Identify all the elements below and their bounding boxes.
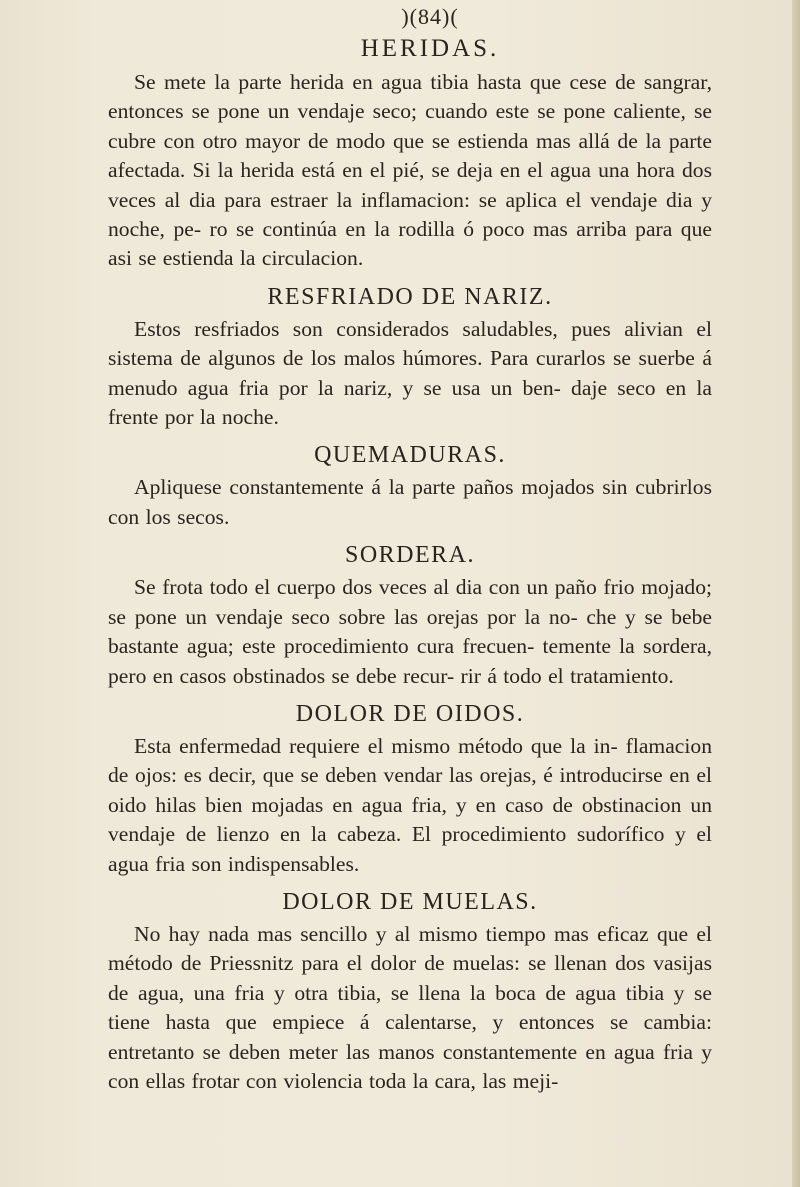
page-content (108, 2, 712, 1096)
heading-sordera: SORDERA. (344, 542, 476, 569)
page-edge (792, 0, 800, 1187)
heading-resfriado-de-nariz: RESFRIADO DE NARIZ. (267, 283, 553, 310)
chapter-title: HERIDAS. (360, 35, 500, 62)
paragraph-quemaduras: Apliquese constantemente á la parte paños mojados sin cubrirlos con los secos. (108, 475, 712, 529)
heading-quemaduras: QUEMADURAS. (314, 442, 506, 469)
heading-dolor-de-oidos: DOLOR DE OIDOS. (295, 700, 525, 727)
intro-paragraph: Se mete la parte herida en agua tibia hasta que cese de sangrar, entonces se pone un vendaje seco; cuando este se pone caliente, se cubre con otro mayor de modo que se estienda mas allá de la parte afectada. Si la herida está en el pié, se deja en el agua una hora dos veces al dia para estraer la inflamacion: se aplica el vendaje dia y noche, pe- ro se continúa en la rodilla ó poco mas arriba para que asi se estienda la circulacion. (108, 70, 712, 271)
paragraph-sordera: Se frota todo el cuerpo dos veces al dia con un paño frio mojado; se pone un vendaje seco sobre las orejas por la no- che y se bebe bastante agua; este procedimiento cura frecuen- temente la sordera, pero en casos obstinados se debe recur- rir á todo el tratamiento. (108, 575, 712, 688)
paragraph-resfriado-de-nariz: Estos resfriados son considerados saludables, pues alivian el sistema de algunos de los malos húmores. Para curarlos se suerbe á menudo agua fria por la nariz, y se usa un ben- daje seco en la frente por la noche. (108, 316, 712, 430)
page-number: )(84)( (401, 4, 459, 29)
heading-dolor-de-muelas: DOLOR DE MUELAS. (282, 888, 538, 915)
paragraph-dolor-de-oidos: Esta enfermedad requiere el mismo método que la in- flamacion de ojos: es decir, que se deben vendar las orejas, é introducirse en el oido hilas bien mojadas en agua fria, y en caso de obstinacion un vendaje de lienzo en la cabeza. El procedimiento sudorífico y el agua fria son indispensables. (108, 733, 712, 876)
paragraph-dolor-de-muelas: No hay nada mas sencillo y al mismo tiempo mas eficaz que el método de Priessnitz para el dolor de muelas: se llenan dos vasijas de agua, una fria y otra tibia, se llena la boca de agua tibia y se tiene hasta que empiece á calentarse, y entonces se cambia: entretanto se deben meter las manos constantemente en agua fria y con ellas frotar con violencia toda la cara, las meji- (108, 921, 712, 1093)
